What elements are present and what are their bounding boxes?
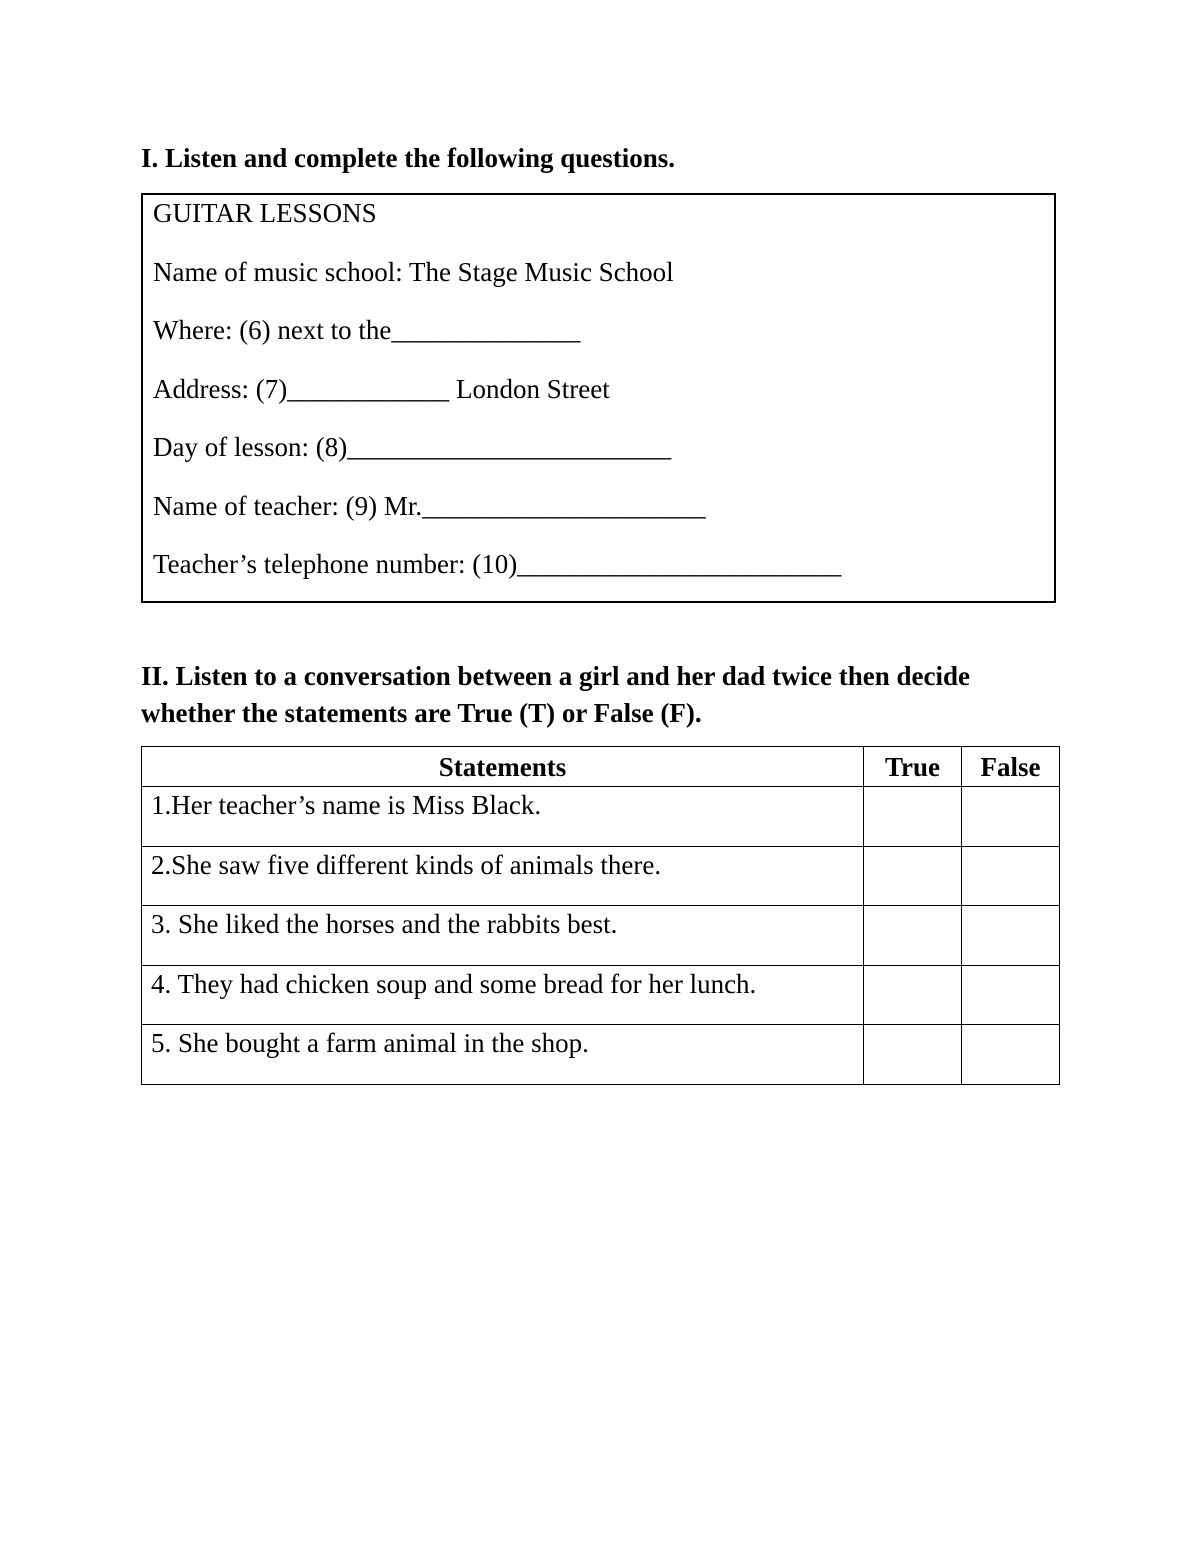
section-2-heading: II. Listen to a conversation between a girl and her dad twice then decide whether the statements are True (T) or False (F). bbox=[141, 661, 970, 728]
table-row bbox=[142, 787, 1060, 847]
where-line: Where: (6) next to the______________ bbox=[153, 315, 581, 345]
table-row bbox=[142, 1025, 1060, 1085]
section-1-heading: I. Listen and complete the following questions. bbox=[141, 143, 676, 173]
table-header-row bbox=[142, 747, 1060, 787]
day-of-lesson-line: Day of lesson: (8)________________________ bbox=[153, 432, 672, 462]
statement-cell: 5. She bought a farm animal in the shop. bbox=[142, 1025, 864, 1085]
box-title: GUITAR LESSONS bbox=[153, 198, 377, 228]
true-answer-cell[interactable] bbox=[864, 787, 962, 847]
music-school-line: Name of music school: The Stage Music School bbox=[153, 257, 674, 287]
statement-cell: 2.She saw five different kinds of animals there. bbox=[142, 846, 864, 906]
guitar-lessons-box bbox=[141, 193, 1056, 603]
false-answer-cell[interactable] bbox=[962, 906, 1060, 966]
true-answer-cell[interactable] bbox=[864, 965, 962, 1025]
true-answer-cell[interactable] bbox=[864, 1025, 962, 1085]
table-row bbox=[142, 846, 1060, 906]
statement-cell: 1.Her teacher’s name is Miss Black. bbox=[142, 787, 864, 847]
address-line: Address: (7)____________ London Street bbox=[153, 374, 610, 404]
true-false-table bbox=[141, 746, 1060, 1085]
false-answer-cell[interactable] bbox=[962, 965, 1060, 1025]
false-answer-cell[interactable] bbox=[962, 787, 1060, 847]
true-header: True bbox=[864, 747, 962, 787]
table-row bbox=[142, 965, 1060, 1025]
teacher-name-line: Name of teacher: (9) Mr._____________________ bbox=[153, 491, 706, 521]
false-answer-cell[interactable] bbox=[962, 846, 1060, 906]
false-answer-cell[interactable] bbox=[962, 1025, 1060, 1085]
statement-cell: 3. She liked the horses and the rabbits best. bbox=[142, 906, 864, 966]
false-header: False bbox=[962, 747, 1060, 787]
telephone-line: Teacher’s telephone number: (10)________________________ bbox=[153, 549, 842, 579]
table-row bbox=[142, 906, 1060, 966]
statements-header: Statements bbox=[142, 747, 864, 787]
statement-cell: 4. They had chicken soup and some bread for her lunch. bbox=[142, 965, 864, 1025]
true-answer-cell[interactable] bbox=[864, 846, 962, 906]
true-answer-cell[interactable] bbox=[864, 906, 962, 966]
